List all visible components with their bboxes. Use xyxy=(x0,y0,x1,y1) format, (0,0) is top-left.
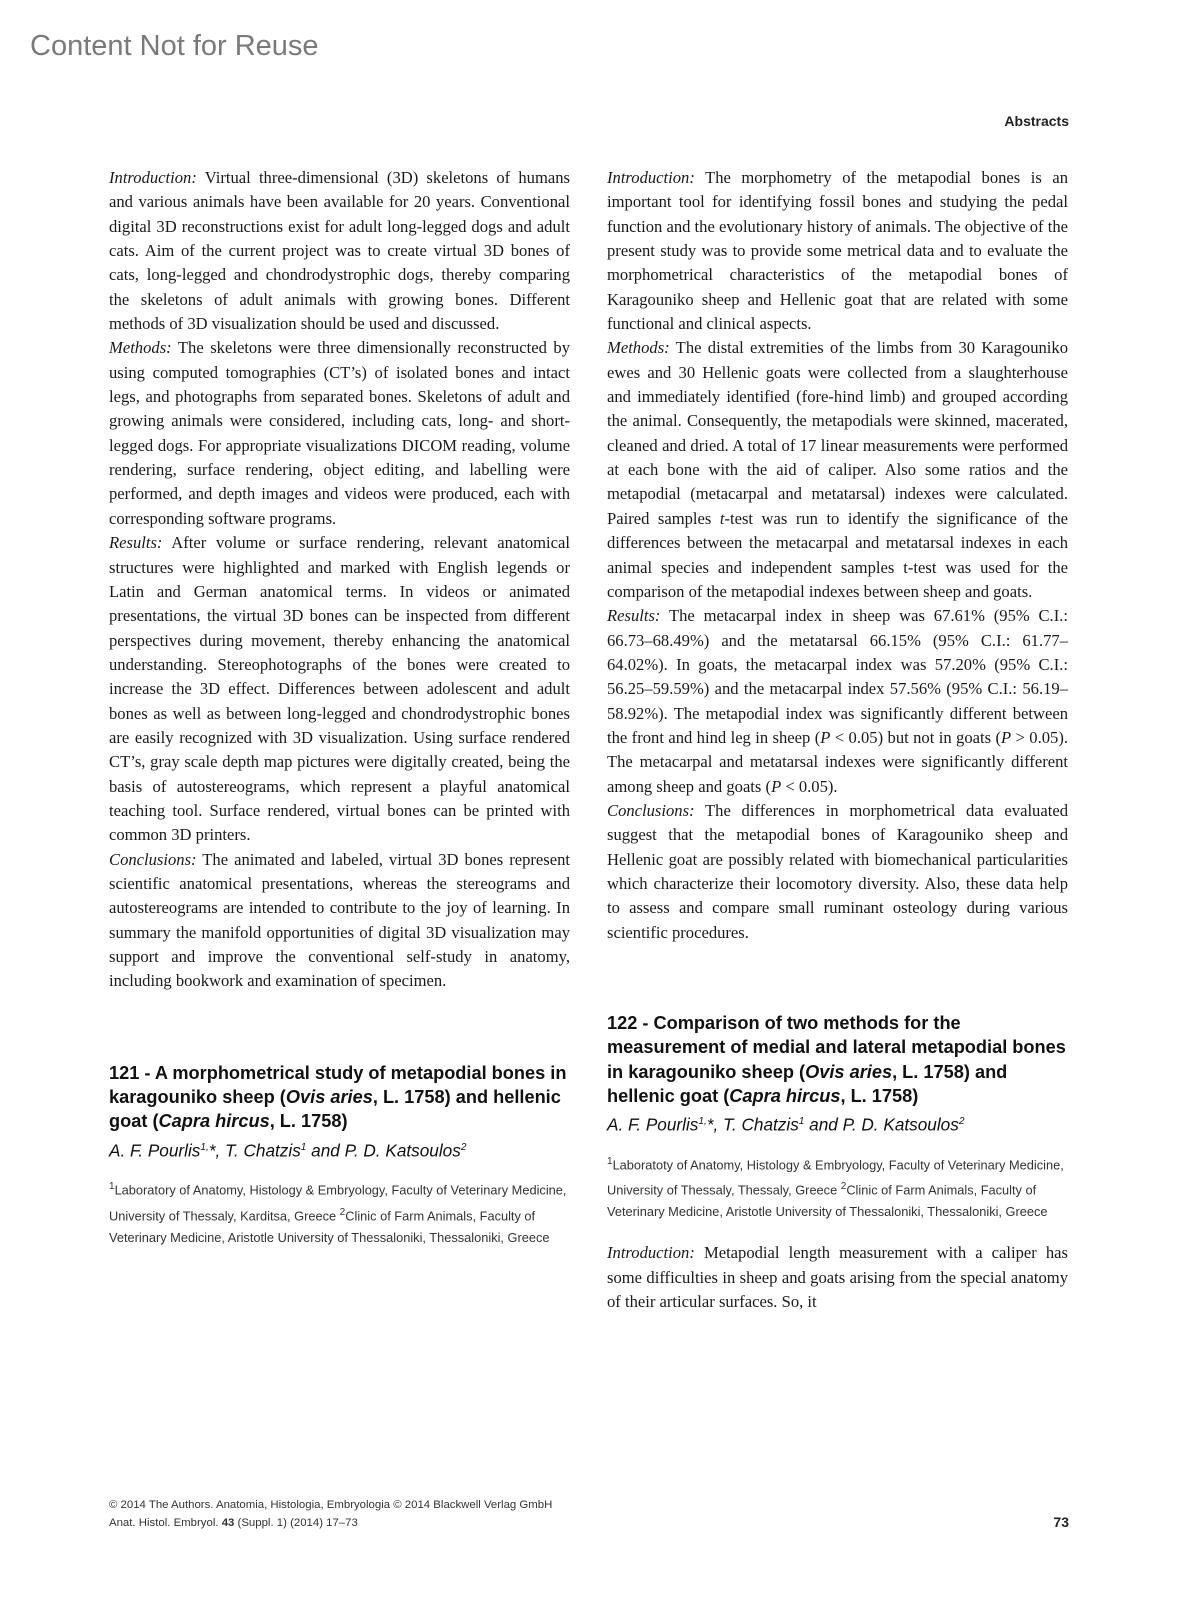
section-label-conclusions: Conclusions: xyxy=(607,800,695,820)
abstract-121-affiliations: $^1$Laboratory of Anatomy, Histology & Embryology, Faculty of Veterinary Medicine, University of Thessaly, Karditsa, Greece $^2$Clinic of Farm Animals, Faculty of Veterinary Medicine, Aristotle University of Thessaloniki, Thessaloniki, Greece xyxy=(109,1181,567,1245)
introduction-text: Metapodial length measurement with a caliper has some difficulties in sheep and goats arising from the special anatomy of their articular surfaces. So, it xyxy=(607,1243,1068,1312)
results-text: After volume or surface rendering, relevant anatomical structures were highlighted and marked with English legends or Latin and German anatomical terms. In videos or animated presentations, the virtual 3D bones can be inspected from different perspectives during movement, thereby enhancing the anatomical understanding. Stereophotographs of the bones were created to increase the 3D effect. Differences between adolescent and adult bones as well as between long-legged and chondrodystrophic bones are easily recognized with 3D visualization. Using surface rendered CT’s, gray scale depth map pictures were digitally created, being the basis of autostereograms, which represent a playful anatomical teaching tool. Surface rendered, virtual bones can be printed with common 3D printers. xyxy=(109,533,570,845)
abstract-122-text xyxy=(607,1241,1068,1314)
copyright-line: © 2014 The Authors. Anatomia, Histologia, Embryologia © 2014 Blackwell Verlag GmbH xyxy=(109,1499,553,1511)
left-column xyxy=(109,166,570,1249)
conclusions-text: The differences in morphometrical data evaluated suggest that the metapodial bones of Karagouniko sheep and Hellenic goat are possibly related with biomechanical particularities which characterize their locomotory diversity. Also, these data help to assess and compare small ruminant osteology during various scientific procedures. xyxy=(607,800,1068,942)
watermark: Content Not for Reuse xyxy=(30,30,319,62)
section-label-introduction: Introduction: xyxy=(607,168,695,187)
citation-line: Anat. Histol. Embryol. 43 (Suppl. 1) (2014) 17–73 xyxy=(109,1517,358,1529)
abstract-121-title: 121 - A morphometrical study of metapodial bones in karagouniko sheep (Ovis aries, L. 1758) and hellenic goat (Capra hircus, L. 1758) xyxy=(109,1062,567,1132)
abstract-122-title: 122 - Comparison of two methods for the measurement of medial and lateral metapodial bones in karagouniko sheep (Ovis aries, L. 1758) and hellenic goat (Capra hircus, L. 1758) xyxy=(607,1013,1066,1106)
right-column xyxy=(607,166,1068,1314)
abstract-122-affiliations: $^1$Laboratoty of Anatomy, Histology & Embryology, Faculty of Veterinary Medicine, University of Thessaly, Thessaly, Greece $^2$Clinic of Farm Animals, Faculty of Veterinary Medicine, Aristotle University of Thessaloniki, Thessaloniki, Greece xyxy=(607,1155,1064,1220)
abstract-121-text: Introduction: The morphometry of the metapodial bones is an important tool for identifying fossil bones and studying the pedal function and the evolutionary history of animals. The objective of the present study was to provide some metrical data and to evaluate the morphometrical characteristics of the metapodial bones of Karagouniko sheep and Hellenic goat that are related with some functional and clinical aspects. Methods: The distal extremities of the limbs from 30 Karagouniko ewes and 30 Hellenic goats were collected from a slaughterhouse and immediately identified (fore-hind limb) and grouped according the animal. Consequently, the metapodials were skinned, macerated, cleaned and dried. A total of 17 linear measurements were performed at each bone with the aid of caliper. Also some ratios and the metapodial (metacarpal and metatarsal) indexes were calculated. Paired samples t-test was run to identify the significance of the differences between the metacarpal and metatarsal indexes in each animal species and independent samples t-test was used for the comparison of the metapodial indexes between sheep and goats. Results: The metacarpal index in sheep was 67.61% (95% C.I.: 66.73–68.49%) and the metatarsal 66.15% (95% C.I.: 61.77–64.02%). In goats, the metacarpal index was 57.20% (95% C.I.: 56.25–59.59%) and the metacarpal index 57.56% (95% C.I.: 56.19–58.92%). The metapodial index was significantly different between the front and hind leg in sheep (P < 0.05) but not in goats (P > 0.05). The metacarpal and metatarsal indexes were significantly different among sheep and goats (P < 0.05). Conclusions: The differences in morphometrical data evaluated suggest that the metapodial bones of Karagouniko sheep and Hellenic goat are possibly related with biomechanical particularities which characterize their locomotory diversity. Also, these data help to assess and compare small ruminant osteology during various scientific procedures. xyxy=(607,168,1068,942)
section-label-introduction: Introduction: xyxy=(109,168,197,187)
running-head: Abstracts xyxy=(1004,113,1069,129)
section-label-conclusions: Conclusions: xyxy=(109,849,197,869)
section-label-introduction: Introduction: xyxy=(607,1243,695,1263)
introduction-text: Virtual three-dimensional (3D) skeletons of humans and various animals have been available for 20 years. Conventional digital 3D reconstructions exist for adult long-legged dogs and adult cats. Aim of the current project was to create virtual 3D bones of cats, long-legged and chondrodystrophic dogs, thereby comparing the skeletons of adult animals with growing bones. Different methods of 3D visualization should be used and discussed. xyxy=(109,168,570,334)
section-label-results: Results: xyxy=(607,606,661,626)
page-number: 73 xyxy=(1053,1514,1069,1530)
section-label-results: Results: xyxy=(109,533,163,553)
conclusions-text: The animated and labeled, virtual 3D bones represent scientific anatomical presentations, whereas the stereograms and autostereograms are intended to contribute to the joy of learning. In summary the manifold opportunities of digital 3D visualization may support and improve the conventional self-study in anatomy, including bookwork and examination of specimen. xyxy=(109,849,570,991)
abstract-120-text xyxy=(109,166,570,994)
methods-text: The skeletons were three dimensionally reconstructed by using computed tomographies (CT’s) of isolated bones and intact legs, and photographs from separated bones. Skeletons of adult and growing animals were considered, including cats, long- and short-legged dogs. For appropriate visualizations DICOM reading, volume rendering, surface rendering, object editing, and labelling were performed, and depth images and videos were produced, each with corresponding software programs. xyxy=(109,338,570,528)
introduction-text: The morphometry of the metapodial bones is an important tool for identifying fossil bones and studying the pedal function and the evolutionary history of animals. The objective of the present study was to provide some metrical data and to evaluate the morphometrical characteristics of the metapodial bones of Karagouniko sheep and Hellenic goat that are related with some functional and clinical aspects. xyxy=(607,168,1068,334)
section-label-methods: Methods: xyxy=(109,338,172,358)
section-label-methods: Methods: xyxy=(607,338,670,358)
abstract-122-authors: A. F. Pourlis$^{1,}$*, T. Chatzis$^1$ and P. D. Katsoulos$^2$ xyxy=(607,1114,965,1135)
footer xyxy=(109,1496,552,1532)
abstract-121-authors: A. F. Pourlis$^{1,}$*, T. Chatzis$^1$ and P. D. Katsoulos$^2$ xyxy=(109,1140,467,1161)
